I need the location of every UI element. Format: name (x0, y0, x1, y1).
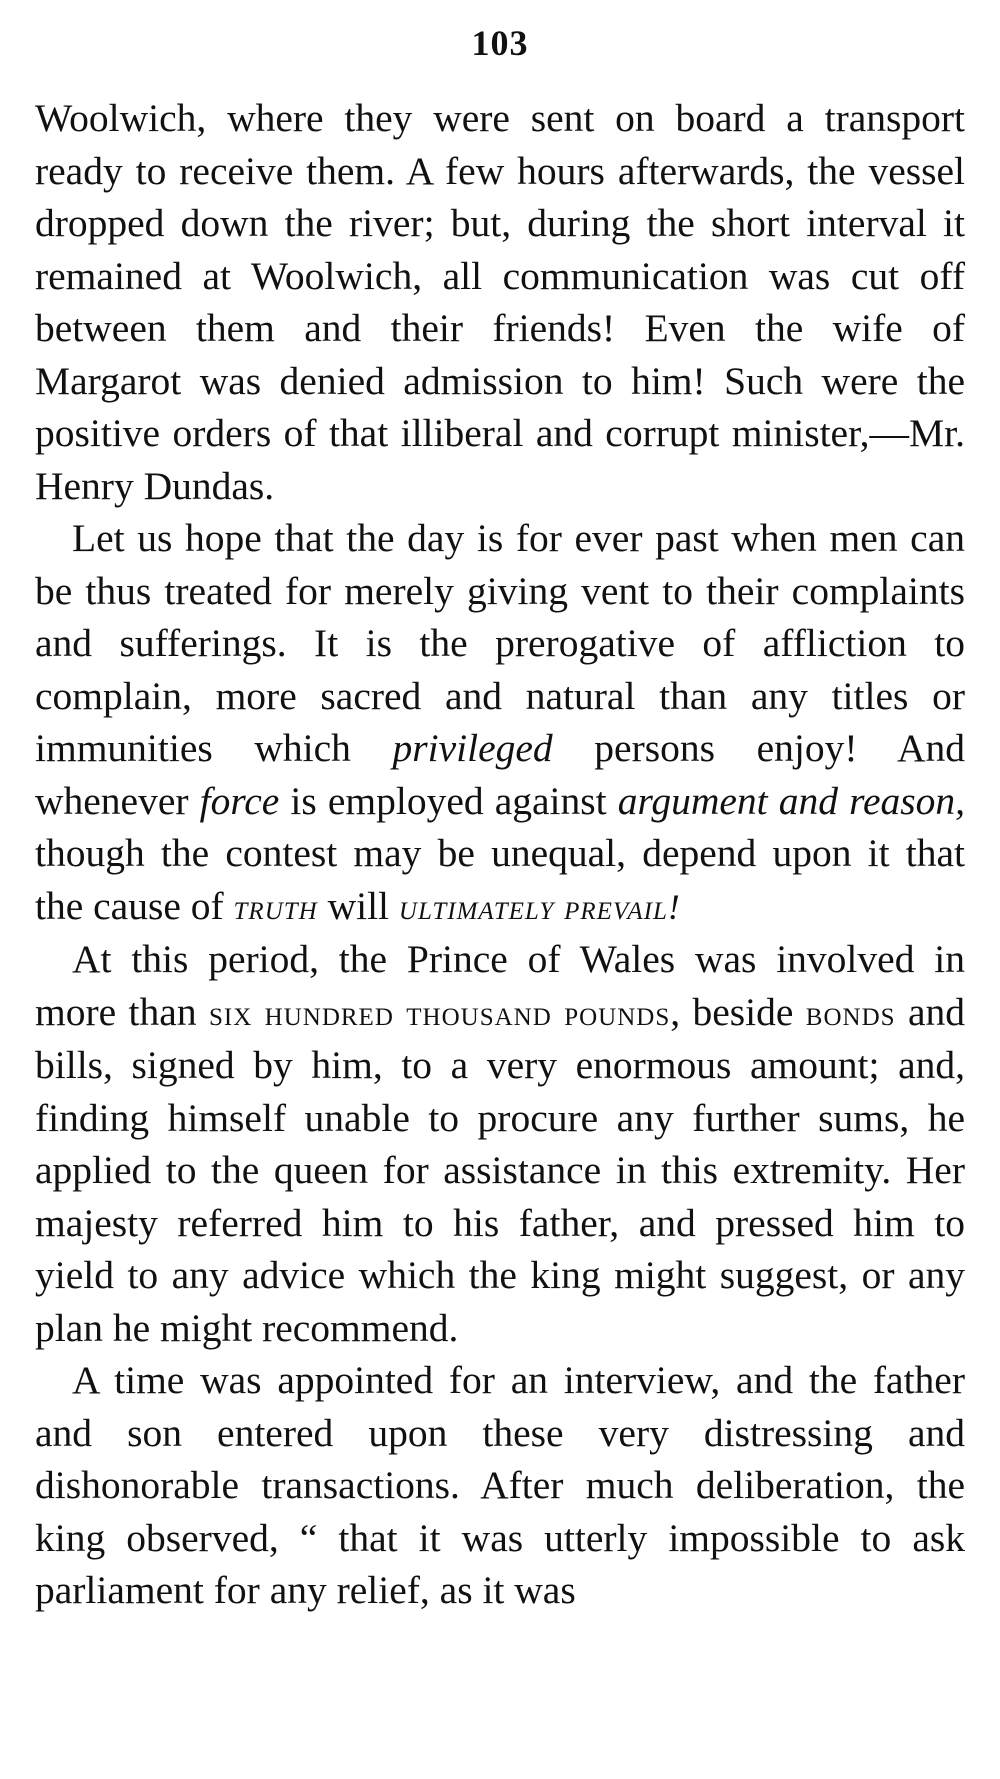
text-run: bonds (805, 992, 896, 1033)
text-run: though the contest may be unequal, depend upon it that the cause of (35, 831, 965, 928)
text-run: persons enjoy! And whenever (35, 726, 965, 823)
text-run: force (199, 778, 280, 823)
page-number: 103 (471, 23, 529, 63)
body-text (35, 92, 965, 1617)
paragraph (35, 933, 965, 1354)
text-run: truth (233, 886, 318, 927)
text-run: six hundred thousand pounds (208, 992, 671, 1033)
text-run: and bills, signed by him, to a very enormous amount; and, finding himself unable to procure any further sums, he applied to the queen for assistance in this extremity. Her majesty referred him to his father, and pressed him to yield to any advice which the king might suggest, or any plan he might recommend. (35, 989, 965, 1350)
text-run: Let us hope that the day is for ever past when men can be thus treated for merely giving vent to their complaints and sufferings. It is the prerogative of affliction to complain, more sacred and natural than any titles or immunities which (35, 516, 965, 770)
text-run: At this period, the Prince of Wales was involved in more than (35, 937, 965, 1034)
text-run: ultimately prevail! (398, 886, 681, 927)
text-run: argument and reason, (617, 778, 966, 823)
paragraph (35, 1354, 965, 1617)
text-run: privileged (392, 726, 553, 770)
paragraph (35, 512, 965, 933)
text-run: A time was appointed for an interview, and the father and son entered upon these very distressing and dishonorable transactions. After much deliberation, the king observed, “ that it was utterly impossible to ask parliament for any relief, as it was (35, 1358, 965, 1612)
text-run: Woolwich, where they were sent on board a transport ready to receive them. A few hours afterwards, the vessel dropped down the river; but, during the short interval it remained at Woolwich, all communication was cut off between them and their friends! Even the wife of Margarot was denied admission to him! Such were the positive orders of that illiberal and corrupt minister,—Mr. Henry Dundas. (35, 96, 965, 508)
paragraph (35, 92, 965, 512)
text-run: will (317, 883, 399, 928)
text-run: , beside (670, 989, 806, 1034)
text-run: is employed against (279, 778, 618, 823)
